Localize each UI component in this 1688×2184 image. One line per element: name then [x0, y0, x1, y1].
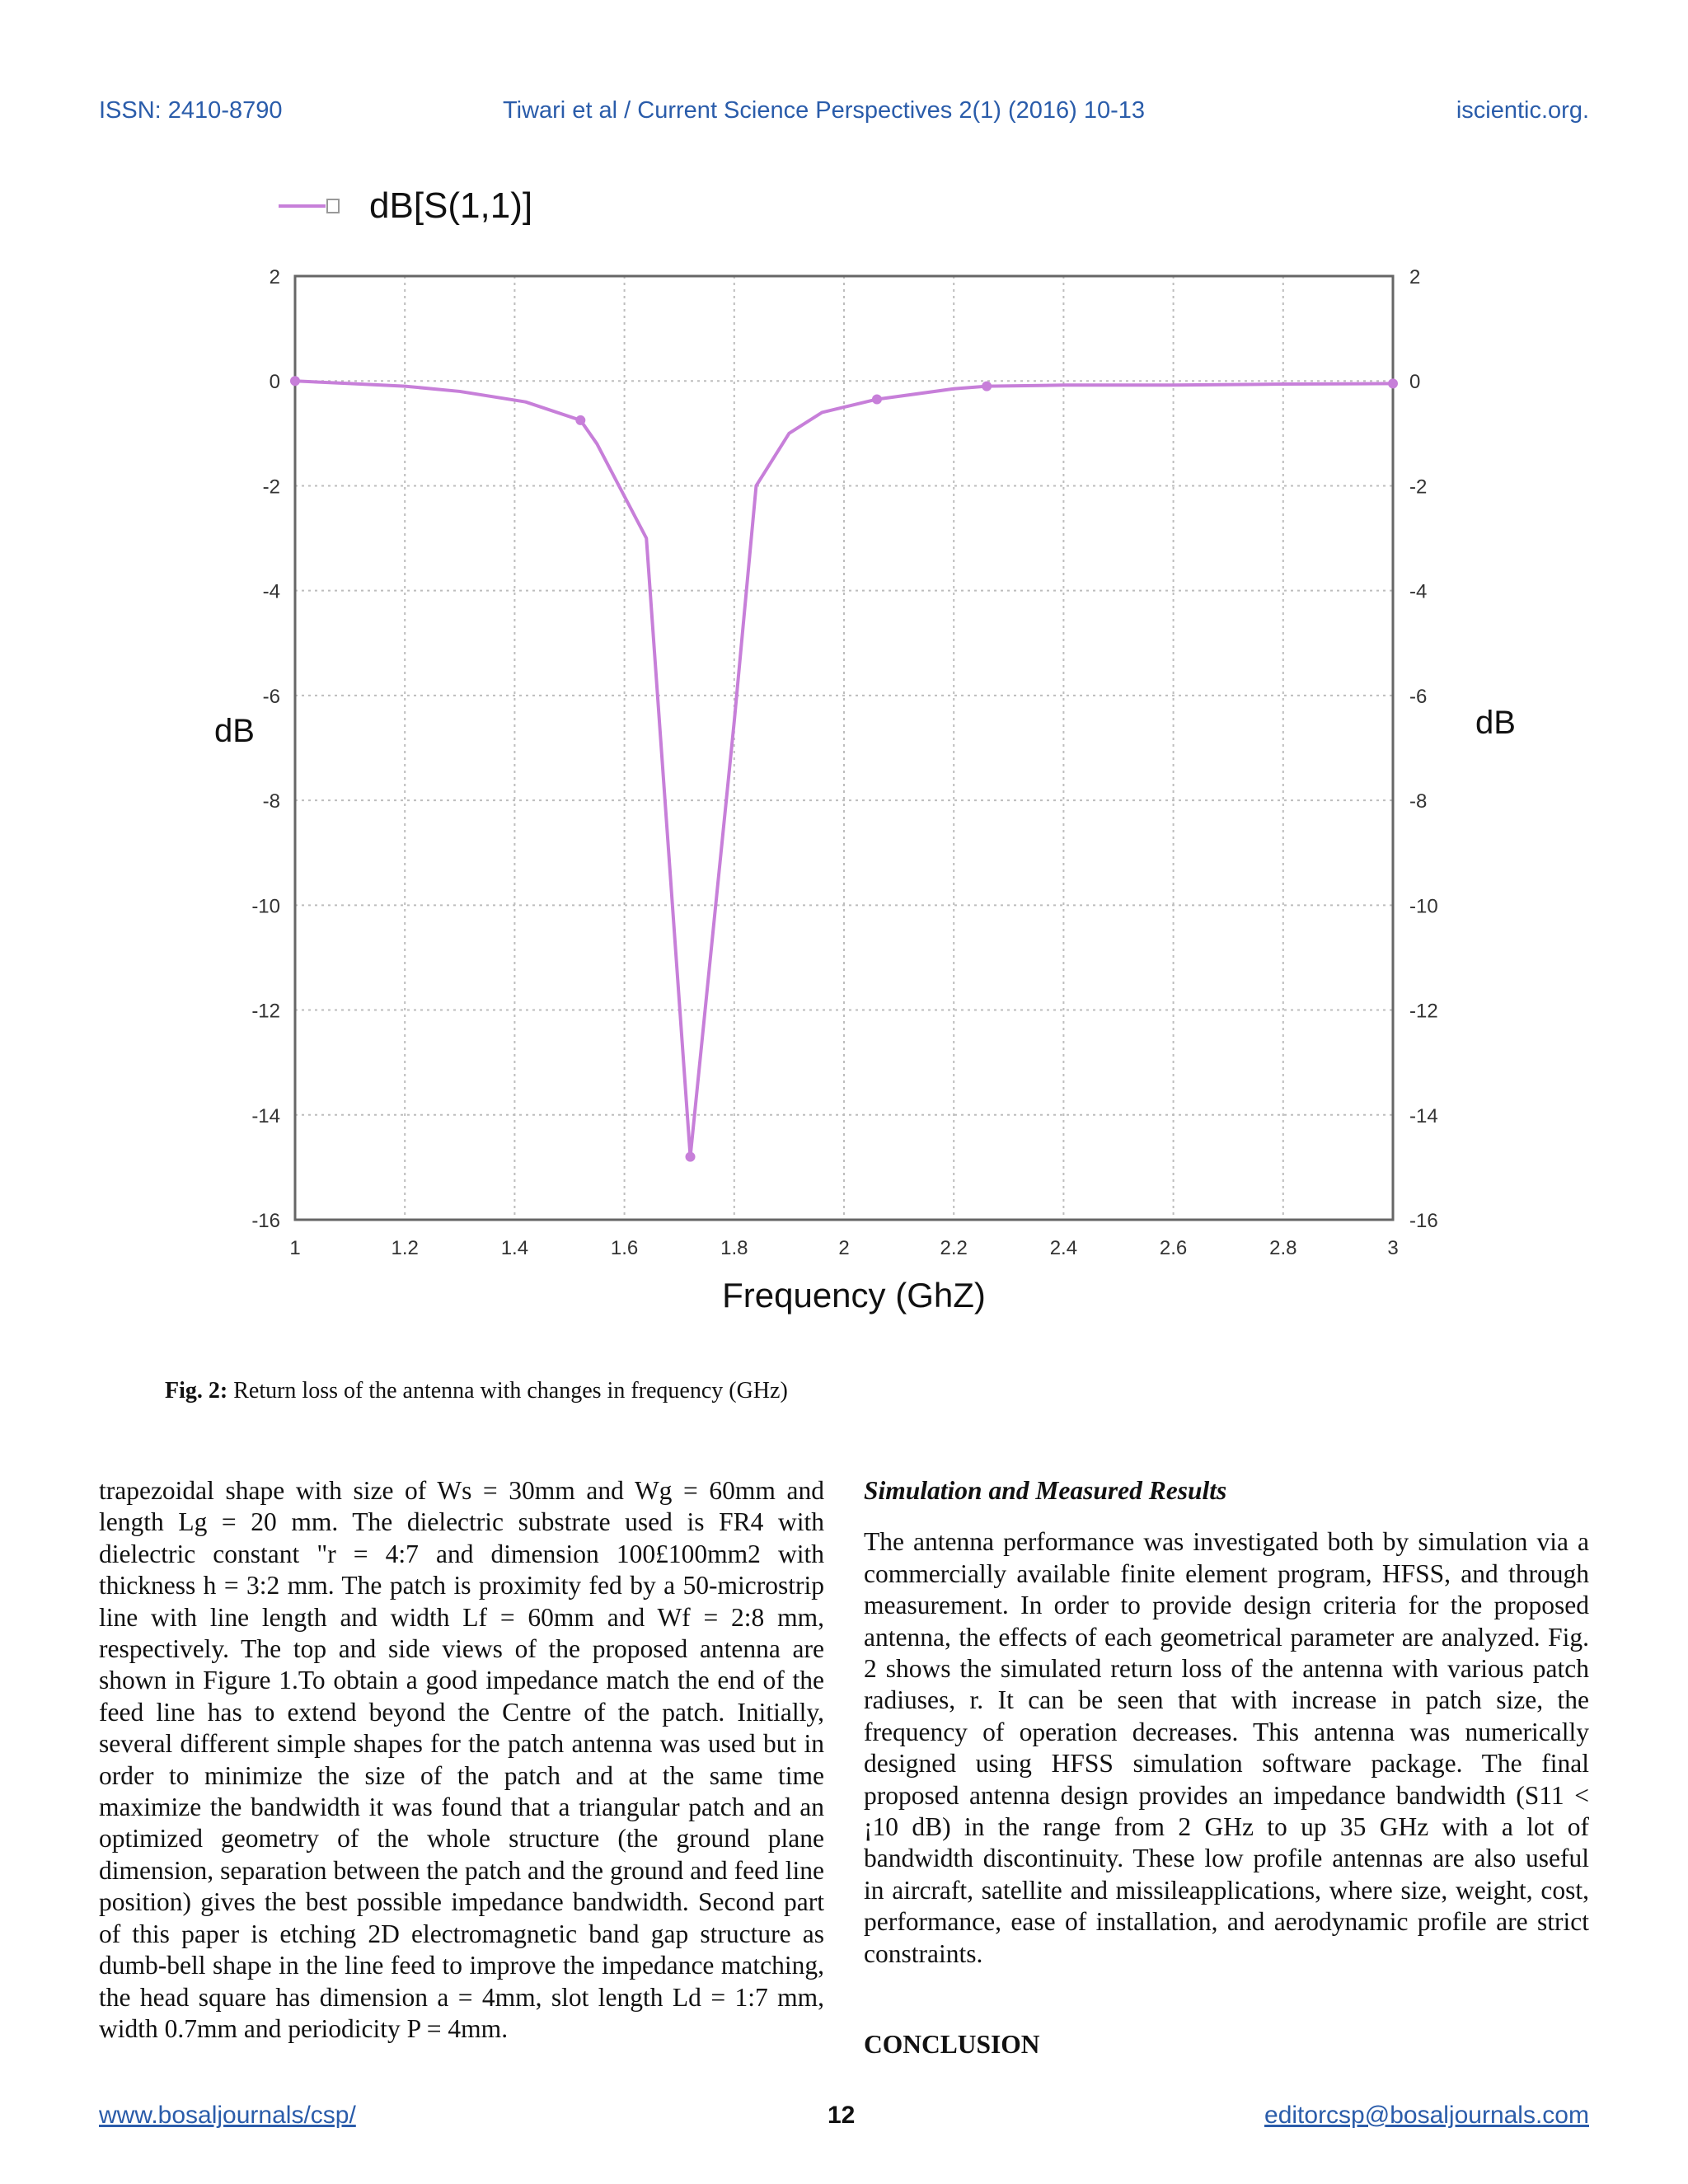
x-axis-label: Frequency (GhZ) — [722, 1276, 986, 1315]
x-tick-label: 3 — [1387, 1237, 1399, 1259]
return-loss-chart — [165, 165, 1566, 1335]
legend-box-icon — [327, 199, 339, 213]
data-point-marker — [982, 382, 992, 391]
y-axis-label-left: dB — [214, 713, 255, 749]
data-point-marker — [290, 376, 300, 386]
y-tick-label-left: -16 — [251, 1210, 280, 1232]
page-number: 12 — [828, 2102, 856, 2129]
data-point-marker — [575, 415, 585, 425]
y-tick-label-left: -14 — [251, 1104, 280, 1127]
editor-email-link[interactable]: editorcsp@bosaljournals.com — [1264, 2102, 1589, 2129]
y-tick-label-left: -12 — [251, 1000, 280, 1023]
y-tick-label-left: -2 — [262, 476, 280, 499]
y-tick-label-right: 0 — [1409, 371, 1421, 394]
x-tick-label: 2.4 — [1049, 1237, 1078, 1259]
section-title: Simulation and Measured Results — [864, 1476, 1227, 1505]
y-tick-label-left: -10 — [251, 895, 280, 918]
y-tick-label-right: -16 — [1409, 1210, 1438, 1232]
x-tick-label: 1.2 — [391, 1237, 419, 1259]
left-column-paragraph: trapezoidal shape with size of Ws = 30mm and Wg = 60mm and length Lg = 20 mm. The dielectric substrate used is FR4 with dielectric constant "r = 4:7 and dimension 100£100mm2 with thickness h = 3:2 mm. The patch is proximity fed by a 50-microstrip line with line length and width Lf = 60mm and Wf = 2:8 mm, respectively. The top and side views of the proposed antenna are shown in Figure 1.To obtain a good impedance match the end of the feed line has to extend beyond the Centre of the patch. Initially, several different simple shapes for the patch antenna was used but in order to minimize the size of the patch and at the same time maximize the bandwidth it was found that a triangular patch and an optimized geometry of the whole structure (the ground plane dimension, separation between the patch and the ground and feed line position) gives the best possible impedance bandwidth. Second part of this paper is etching 2D electromagnetic band gap structure as dumb-bell shape in the line feed to improve the impedance matching, the head square has dimension a = 4mm, slot length Ld = 1:7 mm, width 0.7mm and periodicity P = 4mm. — [99, 1476, 824, 2043]
y-tick-label-right: -10 — [1409, 895, 1438, 918]
y-tick-label-right: -14 — [1409, 1104, 1438, 1127]
y-tick-label-right: -2 — [1409, 476, 1428, 499]
y-tick-label-right: -12 — [1409, 1000, 1438, 1023]
x-tick-label: 2.6 — [1159, 1237, 1188, 1259]
conclusion-heading: CONCLUSION — [864, 2030, 1040, 2060]
issn: ISSN: 2410-8790 — [99, 97, 283, 124]
y-tick-label-left: -6 — [262, 685, 280, 708]
data-point-marker — [686, 1152, 696, 1162]
y-tick-label-left: -4 — [262, 580, 280, 603]
y-tick-label-right: -4 — [1409, 580, 1428, 603]
figure-caption — [165, 1378, 788, 1404]
y-axis-label-right: dB — [1475, 705, 1516, 741]
figure-caption-text: Return loss of the antenna with changes in frequency (GHz) — [233, 1378, 788, 1404]
data-point-marker — [872, 394, 882, 404]
chart-grid — [295, 276, 1393, 1220]
x-tick-label: 1.8 — [720, 1237, 748, 1259]
y-tick-label-left: 0 — [269, 371, 280, 394]
right-column-paragraph: The antenna performance was investigated both by simulation via a commercially available finite element program, HFSS, and through measurement. In order to provide design criteria for the proposed antenna, the effects of each geometrical parameter are analyzed. Fig. 2 shows the simulated return loss of the antenna with various patch radiuses, r. It can be seen that with increase in patch size, the frequency of operation decreases. This antenna was numerically designed using HFSS simulation software package. The final proposed antenna design provides an impedance bandwidth (S11 < ¡10 dB) in the range from 2 GHz to up 35 GHz with a lot of bandwidth discontinuity. These low profile antennas are also useful in aircraft, satellite and missileapplications, where size, weight, cost, performance, ease of installation, and aerodynamic profile are strict constraints. — [864, 1527, 1589, 1968]
site-name: iscientic.org. — [1456, 97, 1589, 124]
x-tick-label: 2.8 — [1269, 1237, 1297, 1259]
x-tick-label: 2 — [838, 1237, 850, 1259]
y-tick-label-right: 2 — [1409, 266, 1421, 288]
left-column — [99, 1475, 824, 2045]
x-tick-label: 1.6 — [610, 1237, 639, 1259]
x-tick-label: 2.2 — [940, 1237, 968, 1259]
y-tick-label-right: -6 — [1409, 685, 1428, 708]
x-tick-label: 1.4 — [500, 1237, 529, 1259]
legend-label: dB[S(1,1)] — [369, 185, 533, 226]
page-footer — [99, 2102, 1589, 2138]
page-header — [99, 97, 1589, 138]
right-column — [864, 1475, 1589, 2061]
journal-citation: Tiwari et al / Current Science Perspectives 2(1) (2016) 10-13 — [503, 97, 1146, 124]
plot-area — [295, 276, 1393, 1220]
journal-url-link[interactable]: www.bosaljournals/csp/ — [99, 2102, 356, 2129]
chart-legend — [279, 185, 532, 226]
x-tick-label: 1 — [289, 1237, 301, 1259]
y-tick-label-left: -8 — [262, 790, 280, 813]
y-tick-label-left: 2 — [269, 266, 280, 288]
data-point-marker — [1388, 378, 1398, 388]
y-tick-label-right: -8 — [1409, 790, 1428, 813]
figure-label: Fig. 2: — [165, 1378, 228, 1404]
